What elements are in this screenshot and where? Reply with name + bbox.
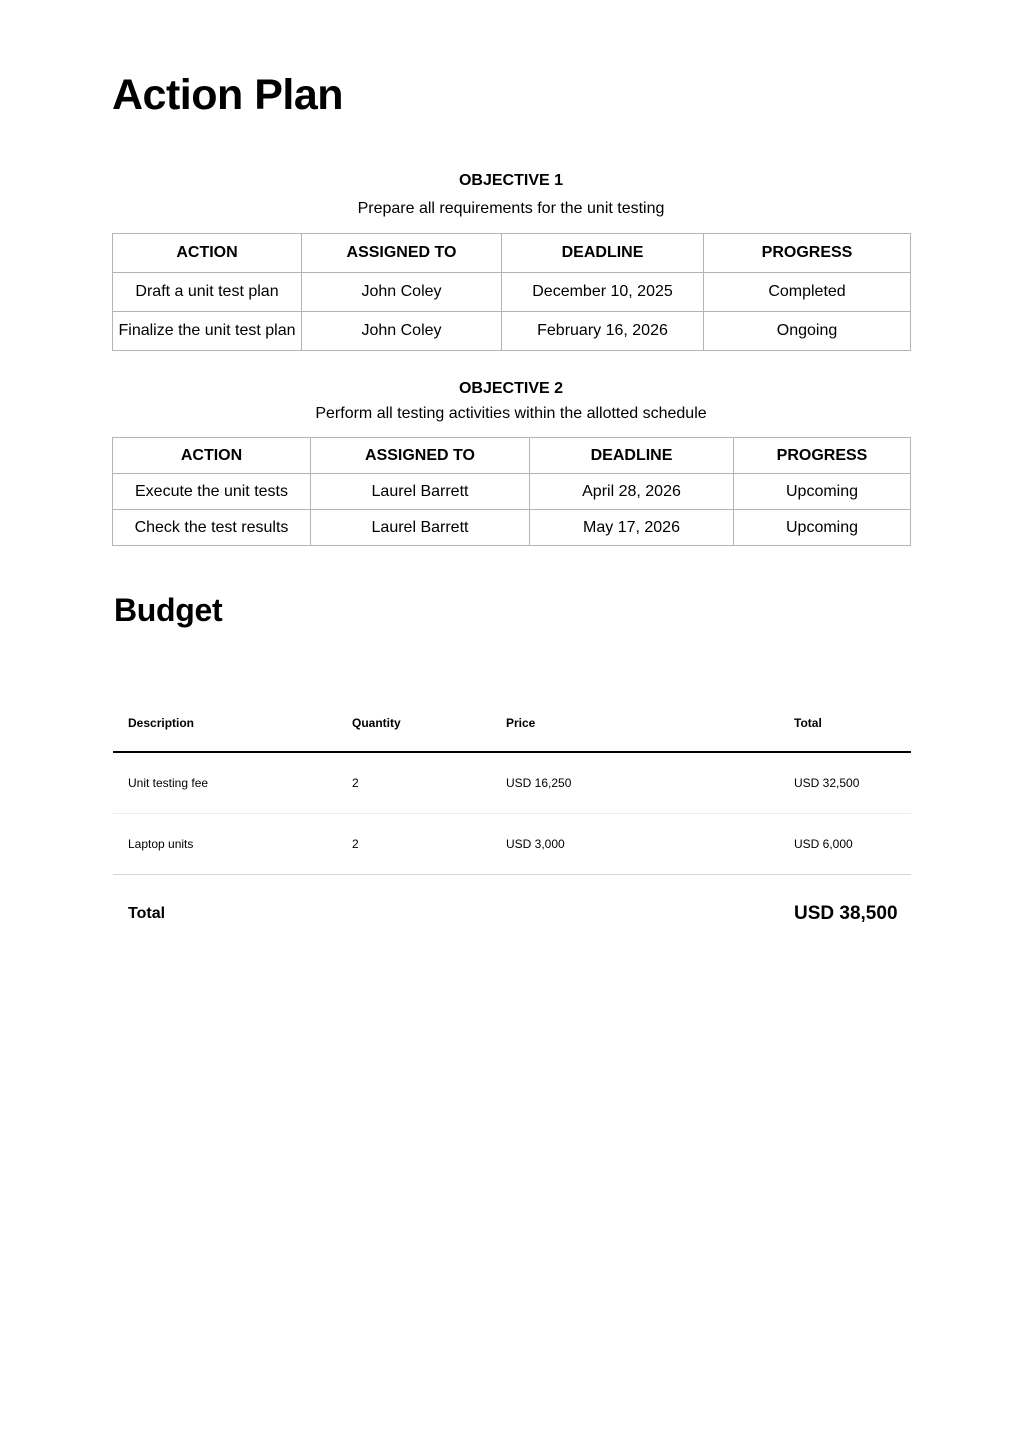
column-header-action: ACTION bbox=[113, 234, 302, 273]
objective-1-header bbox=[112, 171, 910, 219]
column-header-total: Total bbox=[779, 695, 911, 752]
cell-progress: Upcoming bbox=[734, 510, 911, 546]
budget-title: Budget bbox=[114, 592, 223, 628]
cell-deadline: May 17, 2026 bbox=[530, 510, 734, 546]
total-value: USD 38,500 bbox=[794, 903, 898, 924]
cell-price: USD 16,250 bbox=[491, 752, 779, 814]
cell-quantity: 2 bbox=[337, 752, 491, 814]
column-header-deadline: DEADLINE bbox=[502, 234, 704, 273]
cell-total: USD 32,500 bbox=[779, 752, 911, 814]
column-header-price: Price bbox=[491, 695, 779, 752]
budget-header-row bbox=[113, 695, 911, 752]
cell-price: USD 3,000 bbox=[491, 814, 779, 875]
objective-1-description: Prepare all requirements for the unit testing bbox=[357, 200, 665, 217]
budget-total-row bbox=[113, 875, 911, 954]
objective-2-heading: OBJECTIVE 2 bbox=[458, 380, 564, 397]
table-header-row bbox=[113, 234, 911, 273]
cell-progress: Ongoing bbox=[704, 312, 911, 351]
table-row bbox=[113, 510, 911, 546]
objective-2-description: Perform all testing activities within the allotted schedule bbox=[315, 405, 707, 422]
cell-description: Laptop units bbox=[113, 814, 337, 875]
cell-assigned-to: John Coley bbox=[302, 273, 502, 312]
cell-action: Finalize the unit test plan bbox=[113, 312, 302, 351]
cell-deadline: April 28, 2026 bbox=[530, 474, 734, 510]
table-header-row bbox=[113, 438, 911, 474]
budget-row bbox=[113, 752, 911, 814]
cell-assigned-to: Laurel Barrett bbox=[311, 474, 530, 510]
cell-progress: Completed bbox=[704, 273, 911, 312]
cell-description: Unit testing fee bbox=[113, 752, 337, 814]
cell-action: Check the test results bbox=[113, 510, 311, 546]
budget-row bbox=[113, 814, 911, 875]
column-header-progress: PROGRESS bbox=[734, 438, 911, 474]
cell-deadline: December 10, 2025 bbox=[502, 273, 704, 312]
cell-quantity: 2 bbox=[337, 814, 491, 875]
cell-action: Draft a unit test plan bbox=[113, 273, 302, 312]
objective-2-header bbox=[112, 379, 910, 424]
cell-assigned-to: Laurel Barrett bbox=[311, 510, 530, 546]
column-header-action: ACTION bbox=[113, 438, 311, 474]
table-row bbox=[113, 312, 911, 351]
total-label: Total bbox=[128, 905, 166, 922]
budget-table bbox=[113, 695, 911, 953]
cell-progress: Upcoming bbox=[734, 474, 911, 510]
column-header-assigned-to: ASSIGNED TO bbox=[311, 438, 530, 474]
total-spacer bbox=[491, 875, 779, 954]
table-row bbox=[113, 273, 911, 312]
column-header-progress: PROGRESS bbox=[704, 234, 911, 273]
cell-assigned-to: John Coley bbox=[302, 312, 502, 351]
objective-1-heading: OBJECTIVE 1 bbox=[458, 172, 564, 189]
cell-deadline: February 16, 2026 bbox=[502, 312, 704, 351]
objective-1-table bbox=[112, 233, 911, 351]
cell-action: Execute the unit tests bbox=[113, 474, 311, 510]
total-spacer bbox=[337, 875, 491, 954]
column-header-deadline: DEADLINE bbox=[530, 438, 734, 474]
page-title: Action Plan bbox=[112, 71, 344, 119]
column-header-quantity: Quantity bbox=[337, 695, 491, 752]
column-header-assigned-to: ASSIGNED TO bbox=[302, 234, 502, 273]
cell-total: USD 6,000 bbox=[779, 814, 911, 875]
column-header-description: Description bbox=[113, 695, 337, 752]
table-row bbox=[113, 474, 911, 510]
objective-2-table bbox=[112, 437, 911, 546]
